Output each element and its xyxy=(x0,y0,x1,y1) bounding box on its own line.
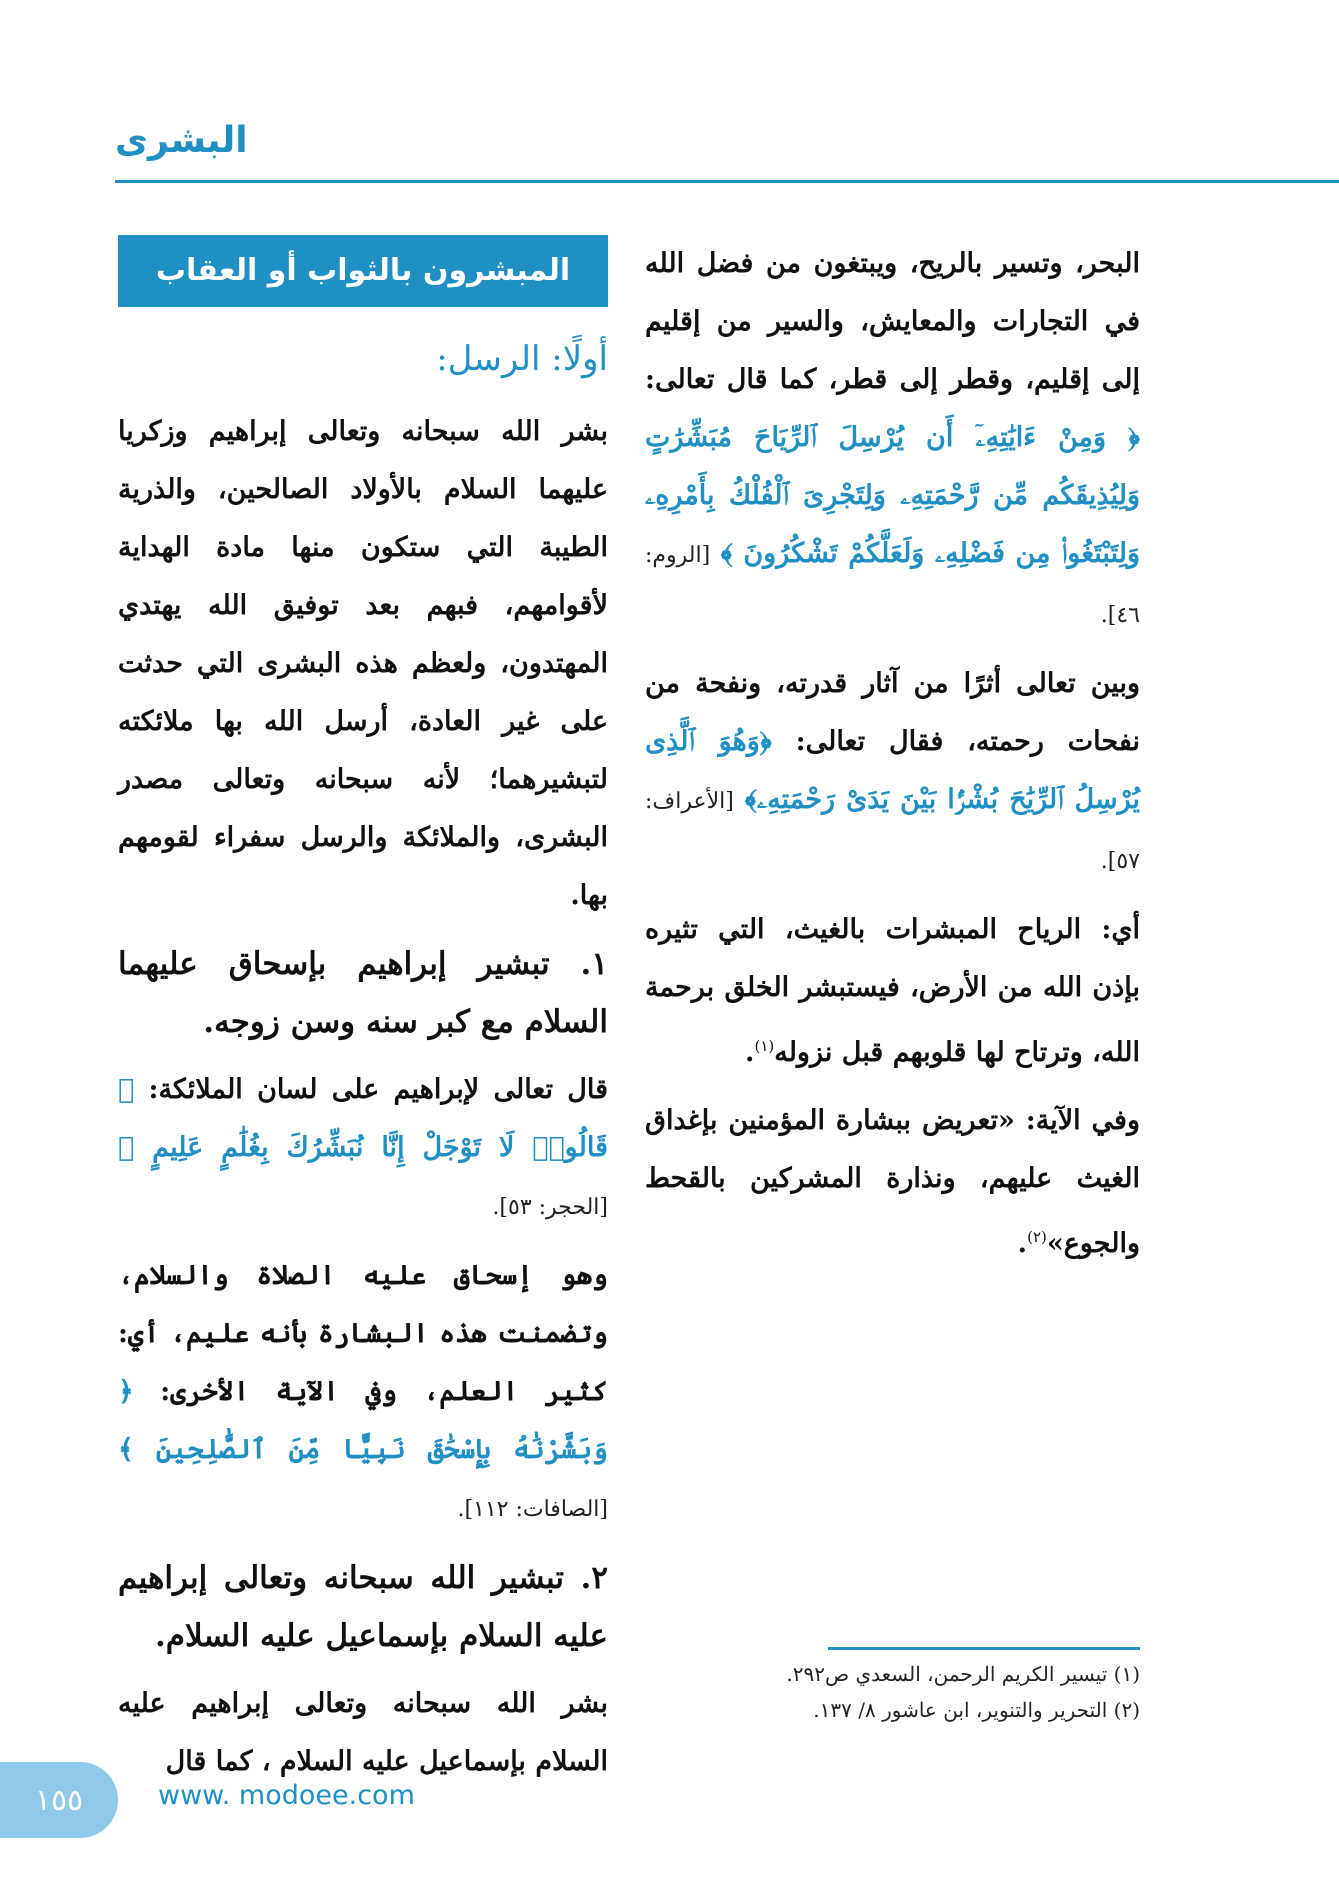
paragraph-4-end: . xyxy=(1017,1228,1028,1259)
header-divider xyxy=(115,180,1339,183)
paragraph-1 xyxy=(645,235,1140,645)
paragraph-4-text: وفي الآية: «تعريض ببشارة المؤمنين بإغداق الغيث عليهم، ونذارة المشركين بالقحط والجوع» xyxy=(645,1105,1140,1259)
verse-reference-saffat: [الصافات: ١١٢]. xyxy=(457,1497,608,1522)
left-column xyxy=(118,235,608,1801)
list-item-1: ١. تبشير إبراهيم بإسحاق عليهما السلام مع كبر سنه وسن زوجه. xyxy=(118,946,608,1040)
quran-verse-araf: ﴿وَهُوَ ٱلَّذِى يُرْسِلُ ٱلرِّيَٰحَ بُشْرًۢا بَيْنَ يَدَىْ رَحْمَتِهِۦ﴾ xyxy=(645,726,1140,815)
footnote-1: (١) تيسير الكريم الرحمن، السعدي ص٢٩٢. xyxy=(786,1662,1140,1686)
left-paragraph-3-text: وهو إسحاق عليه الصلاة والسلام، وتضمنت هذه البشارة بأنه عليم، أي: كثير العلم، وفي الآية الأخرى: xyxy=(118,1260,609,1407)
footnote-2: (٢) التحرير والتنوير، ابن عاشور ٨/ ١٣٧. xyxy=(813,1698,1140,1722)
subheading-messengers: أولًا: الرسل: xyxy=(436,339,608,379)
website-link[interactable]: www. modoee.com xyxy=(158,1780,415,1811)
footnotes xyxy=(645,1656,1140,1728)
section-title-box: المبشرون بالثواب أو العقاب xyxy=(118,235,608,307)
page-header-title: البشرى xyxy=(115,120,248,161)
paragraph-2-text: وبين تعالى أثرًا من آثار قدرته، ونفحة من نفحات رحمته، فقال تعالى: xyxy=(645,668,1140,757)
paragraph-3-text: أي: الرياح المبشرات بالغيث، التي تثيره بإذن الله من الأرض، فيستبشر الخلق برحمة الله، وترتاح لها قلوبهم قبل نزوله xyxy=(645,914,1140,1068)
left-paragraph-1: بشر الله سبحانه وتعالى إبراهيم وزكريا عليهما السلام بالأولاد الصالحين، والذرية الطيبة التي ستكون منها مادة الهداية لأقوامهم، فبهم بعد توفيق الله يهتدي المهتدون، ولعظم هذه البشرى التي حدثت على غير العادة، أرسل الله بها ملائكته لتبشيرهما؛ لأنه سبحانه وتعالى مصدر البشرى، والملائكة والرسل سفراء لقومهم بها. xyxy=(118,416,608,911)
footnote-divider xyxy=(828,1647,1140,1650)
paragraph-3 xyxy=(645,901,1140,1082)
list-item-2: ٢. تبشير الله سبحانه وتعالى إبراهيم عليه السلام بإسماعيل عليه السلام. xyxy=(118,1560,608,1654)
left-paragraph-2-text: قال تعالى لإبراهيم على لسان الملائكة: xyxy=(148,1074,608,1105)
left-paragraph-2 xyxy=(118,1061,608,1237)
quran-verse-hijr: ﴿ قَالُوا۟ لَا تَوْجَلْ إِنَّا نُبَشِّرُكَ بِغُلَٰمٍ عَلِيمٍ ﴾ xyxy=(118,1074,608,1163)
footnote-marker-2[interactable]: (٢) xyxy=(1027,1228,1047,1246)
paragraph-4 xyxy=(645,1092,1140,1273)
quran-verse-rum: ﴿ وَمِنْ ءَايَٰتِهِۦٓ أَن يُرْسِلَ ٱلرِّيَاحَ مُبَشِّرَٰتٍ وَلِيُذِيقَكُم مِّن رَّحْمَتِهِۦ وَلِتَجْرِىَ ٱلْفُلْكُ بِأَمْرِهِۦ وَلِتَبْتَغُوا۟ مِن فَضْلِهِۦ وَلَعَلَّكُمْ تَشْكُرُونَ ﴾ xyxy=(645,422,1140,569)
left-paragraph-3 xyxy=(118,1247,608,1539)
paragraph-3-end: . xyxy=(745,1037,755,1068)
page-number-badge xyxy=(0,1762,118,1838)
verse-reference-araf: [الأعراف: ٥٧]. xyxy=(645,789,1140,874)
paragraph-1-text: البحر، وتسير بالريح، ويبتغون من فضل الله في التجارات والمعايش، والسير من إقليم إلى إقليم، وقطر إلى قطر، كما قال تعالى: xyxy=(645,248,1140,395)
paragraph-2 xyxy=(645,655,1140,891)
page-number: ١٥٥ xyxy=(34,1782,84,1818)
quran-verse-saffat: ﴿ وَبَشَّرْنَٰهُ بِإِسْحَٰقَ نَبِيًّا مِّنَ ٱلصَّٰلِحِينَ ﴾ xyxy=(118,1376,608,1465)
right-column xyxy=(645,235,1140,1283)
verse-reference-hijr: [الحجر: ٥٣]. xyxy=(492,1195,608,1220)
verse-reference-rum: [الروم: ٤٦]. xyxy=(645,543,1140,628)
footnote-marker-1[interactable]: (١) xyxy=(754,1037,775,1055)
left-paragraph-4: بشر الله سبحانه وتعالى إبراهيم عليه السلام بإسماعيل عليه السلام ، كما قال xyxy=(118,1688,608,1777)
